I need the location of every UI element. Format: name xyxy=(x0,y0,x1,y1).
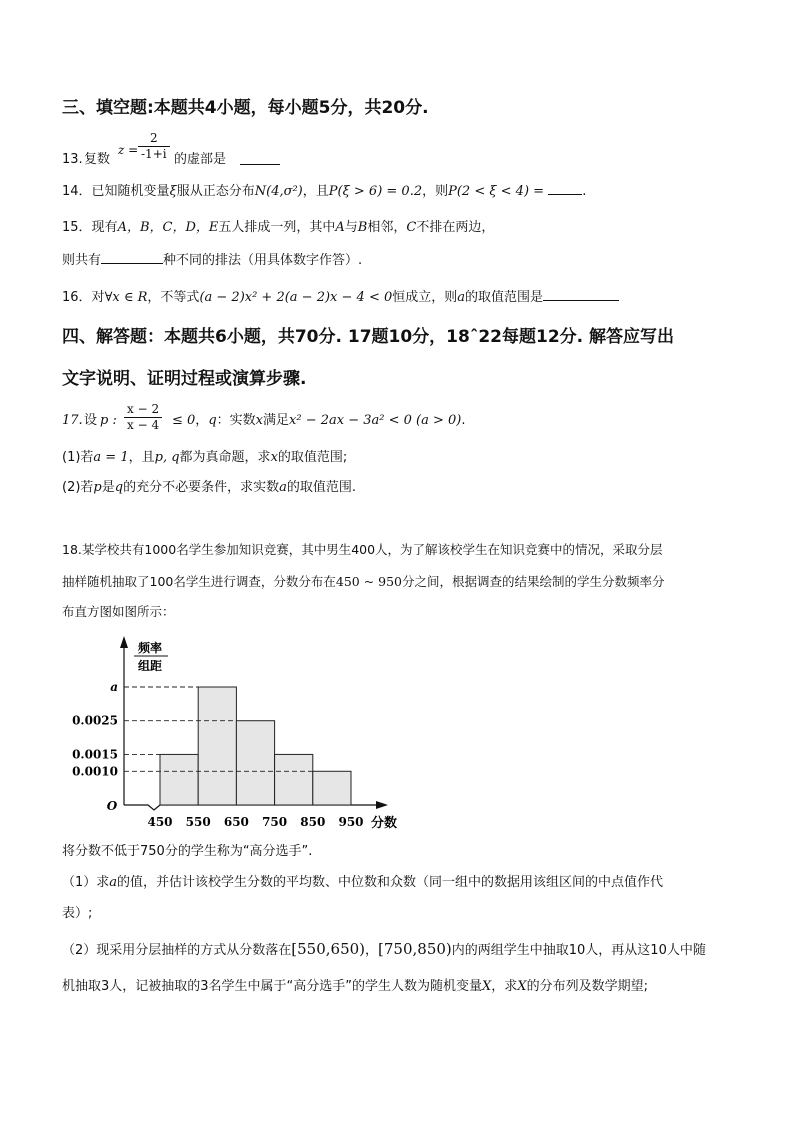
q17-number: 17. xyxy=(62,413,83,428)
q18-p2-interval-2: [750,850) xyxy=(378,940,452,958)
q14-end: . xyxy=(582,184,587,199)
q17-p2-q: q xyxy=(114,480,124,495)
q16-text3: 恒成立，则 xyxy=(392,290,458,305)
q18-p1-var: a xyxy=(109,875,118,890)
origin-label: O xyxy=(106,799,118,813)
q13-fraction xyxy=(138,131,170,162)
q17-p-label: p : xyxy=(100,413,117,428)
q15-text-a: 现有 xyxy=(91,220,118,235)
question-14 xyxy=(62,181,586,201)
q18-range: 450 ~ 950 xyxy=(335,574,403,589)
q13-frac-denominator: -1+i xyxy=(141,147,167,161)
q17-text2: ， xyxy=(195,413,209,428)
q18-p2-b: ， xyxy=(365,943,379,958)
x-tick-label-750: 750 xyxy=(262,815,288,829)
q17-x: x xyxy=(255,413,263,428)
q13-z-equals: z = xyxy=(118,143,139,157)
q16-inequality: (a − 2)x² + 2(a − 2)x − 4 < 0 xyxy=(199,290,393,305)
q15-text-d: 相邻， xyxy=(367,220,407,235)
q14-text3: ，且 xyxy=(302,184,329,199)
q18-after-chart: 将分数不低于750分的学生称为“高分选手”. xyxy=(62,844,313,859)
q17-p2-c: 的充分不必要条件，求实数 xyxy=(123,480,280,495)
q17-frac-numerator: x − 2 xyxy=(124,402,162,418)
q17-text1: 设 xyxy=(84,413,98,428)
q15-answer-blank[interactable] xyxy=(101,250,163,264)
q18-p2-interval-1: [550,650) xyxy=(291,940,366,958)
histogram-bar-750-850 xyxy=(275,754,313,805)
q18-p2-c: 内的两组学生中抽取10人，再从这10人中随 xyxy=(451,943,706,958)
q17-p2-a-var: a xyxy=(279,480,287,495)
question-16 xyxy=(62,287,619,307)
q15-people: A，B，C，D，E xyxy=(117,220,219,235)
q16-number: 16． xyxy=(62,290,92,305)
histogram-bar-650-750 xyxy=(236,721,274,805)
q17-p1-c: 都为真命题，求 xyxy=(179,450,271,465)
q17-p2-p: p xyxy=(93,480,102,495)
q14-answer-blank[interactable] xyxy=(548,181,582,195)
q15-person-b: B xyxy=(357,220,368,235)
y-tick-label-0.0010: 0.0010 xyxy=(72,764,118,779)
x-axis xyxy=(124,805,380,810)
q17-text4: 满足 xyxy=(263,413,290,428)
q17-q-label: q xyxy=(208,413,217,428)
q15-text-b: 五人排成一列，其中 xyxy=(218,220,336,235)
q16-text4: 的取值范围是 xyxy=(465,290,544,305)
q18-line-1: 18.某学校共有1000名学生参加知识竞赛，其中男生400人，为了解该校学生在知识竞赛中的情况，采取分层 xyxy=(62,542,663,557)
q17-p1-a: (1)若 xyxy=(62,450,94,465)
q15-line2-b: 种不同的排法（用具体数字作答）. xyxy=(163,253,363,268)
x-tick-label-650: 650 xyxy=(223,815,249,829)
y-label-bottom: 组距 xyxy=(137,659,163,673)
q17-p1-b: ，且 xyxy=(128,450,155,465)
q14-dist: N(4,σ²) xyxy=(254,184,303,199)
q14-text1: 已知随机变量 xyxy=(91,184,170,199)
section-4-heading-line-2: 文字说明、证明过程或演算步骤. xyxy=(62,369,307,389)
histogram-bar-850-950 xyxy=(313,771,351,805)
q18-p2-a: （2）现采用分层抽样的方式从分数落在 xyxy=(62,943,292,958)
q18-line-3: 布直方图如图所示： xyxy=(62,604,175,619)
q17-part-2 xyxy=(62,479,356,497)
q16-forall: ∀x ∈ R xyxy=(104,290,148,305)
histogram-bar-450-550 xyxy=(160,754,198,805)
q18-part-2-line-2 xyxy=(62,978,648,996)
q13-suffix: 的虚部是 xyxy=(174,152,227,167)
x-axis-label: 分数 xyxy=(370,816,398,831)
q13-number: 13. xyxy=(62,152,83,167)
q17-end: . xyxy=(461,413,466,428)
q17-le-zero: ≤ 0 xyxy=(172,413,196,428)
q14-cond: P(ξ > 6) = 0.2 xyxy=(328,184,423,199)
q17-p2-b: 是 xyxy=(101,480,115,495)
q18-p1-b: 的值，并估计该校学生分数的平均数、中位数和众数（同一组中的数据用该组区间的中点值作代 xyxy=(117,875,664,890)
q18-p2-f: 的分布列及数学期望; xyxy=(526,979,648,994)
q14-text2: 服从正态分布 xyxy=(176,184,255,199)
section-4-heading-line-1: 四、解答题：本题共6小题，共70分. 17题10分，18ˆ22每题12分. 解答应写出 xyxy=(62,327,675,347)
q17-p1-d: 的取值范围; xyxy=(277,450,348,465)
q17-p1-cond: a = 1 xyxy=(93,450,129,465)
x-axis-arrow xyxy=(376,801,388,809)
q18-p2-x: X xyxy=(482,979,492,994)
q18-p2-x2: X xyxy=(517,979,527,994)
q18-p1-a: （1）求 xyxy=(62,875,110,890)
question-15-line-2 xyxy=(62,250,362,270)
q17-p2-d: 的取值范围. xyxy=(286,480,357,495)
q15-text-c: 与 xyxy=(344,220,358,235)
q17-p1-pq: p, q xyxy=(154,450,180,465)
question-15-line-1 xyxy=(62,219,494,237)
q16-text1: 对 xyxy=(91,290,105,305)
q17-text3: ：实数 xyxy=(216,413,256,428)
y-tick-label-a: a xyxy=(110,680,118,694)
q18-part-1-line-2: 表）; xyxy=(62,906,93,921)
q17-fraction xyxy=(124,402,162,433)
x-tick-label-450: 450 xyxy=(147,815,173,829)
q15-text-e: 不排在两边， xyxy=(416,220,495,235)
frequency-histogram xyxy=(60,628,420,838)
q17-condition-line xyxy=(172,412,465,430)
q17-inequality: x² − 2ax − 3a² < 0 (a > 0) xyxy=(289,413,462,428)
q14-var: ξ xyxy=(169,184,177,199)
histogram-bar-550-650 xyxy=(198,687,236,805)
q17-p2-a: (2)若 xyxy=(62,480,94,495)
q15-line2-a: 则共有 xyxy=(62,253,102,268)
q14-text4: ，则 xyxy=(422,184,449,199)
q15-number: 15． xyxy=(62,220,92,235)
x-tick-label-550: 550 xyxy=(185,815,211,829)
q18-p2-e: ，求 xyxy=(491,979,518,994)
y-tick-label-0.0015: 0.0015 xyxy=(72,747,118,762)
section-3-heading: 三、填空题:本题共4小题，每小题5分，共20分. xyxy=(62,98,429,118)
q18-line2-b: 分之间，根据调查的结果绘制的学生分数频率分 xyxy=(402,574,665,589)
q18-p2-d: 机抽取3人，记被抽取的3名学生中属于“高分选手”的学生人数为随机变量 xyxy=(62,979,483,994)
q18-part-1-line-1 xyxy=(62,874,663,892)
q15-person-c: C xyxy=(406,220,417,235)
y-label-top: 频率 xyxy=(137,641,163,655)
q17-p1-x: x xyxy=(270,450,278,465)
q13-frac-numerator: 2 xyxy=(138,131,170,147)
q17-part-1 xyxy=(62,449,347,467)
q18-line2-a: 抽样随机抽取了100名学生进行调查，分数分布在 xyxy=(62,574,336,589)
q16-var: a xyxy=(457,290,466,305)
x-tick-label-850: 850 xyxy=(300,815,326,829)
q18-part-2-line-1 xyxy=(62,940,706,960)
x-tick-label-950: 950 xyxy=(338,815,364,829)
y-axis-arrow xyxy=(120,636,128,648)
q16-text2: ，不等式 xyxy=(147,290,200,305)
q14-number: 14． xyxy=(62,184,92,199)
y-tick-label-0.0025: 0.0025 xyxy=(72,713,118,728)
q16-answer-blank[interactable] xyxy=(543,287,619,301)
q13-answer-blank[interactable] xyxy=(240,151,280,165)
q18-line-2 xyxy=(62,573,665,591)
q13-prefix: 复数 xyxy=(84,152,111,167)
q15-person-a: A xyxy=(335,220,345,235)
q14-query: P(2 < ξ < 4) = xyxy=(448,184,545,199)
q17-frac-denominator: x − 4 xyxy=(127,418,160,432)
